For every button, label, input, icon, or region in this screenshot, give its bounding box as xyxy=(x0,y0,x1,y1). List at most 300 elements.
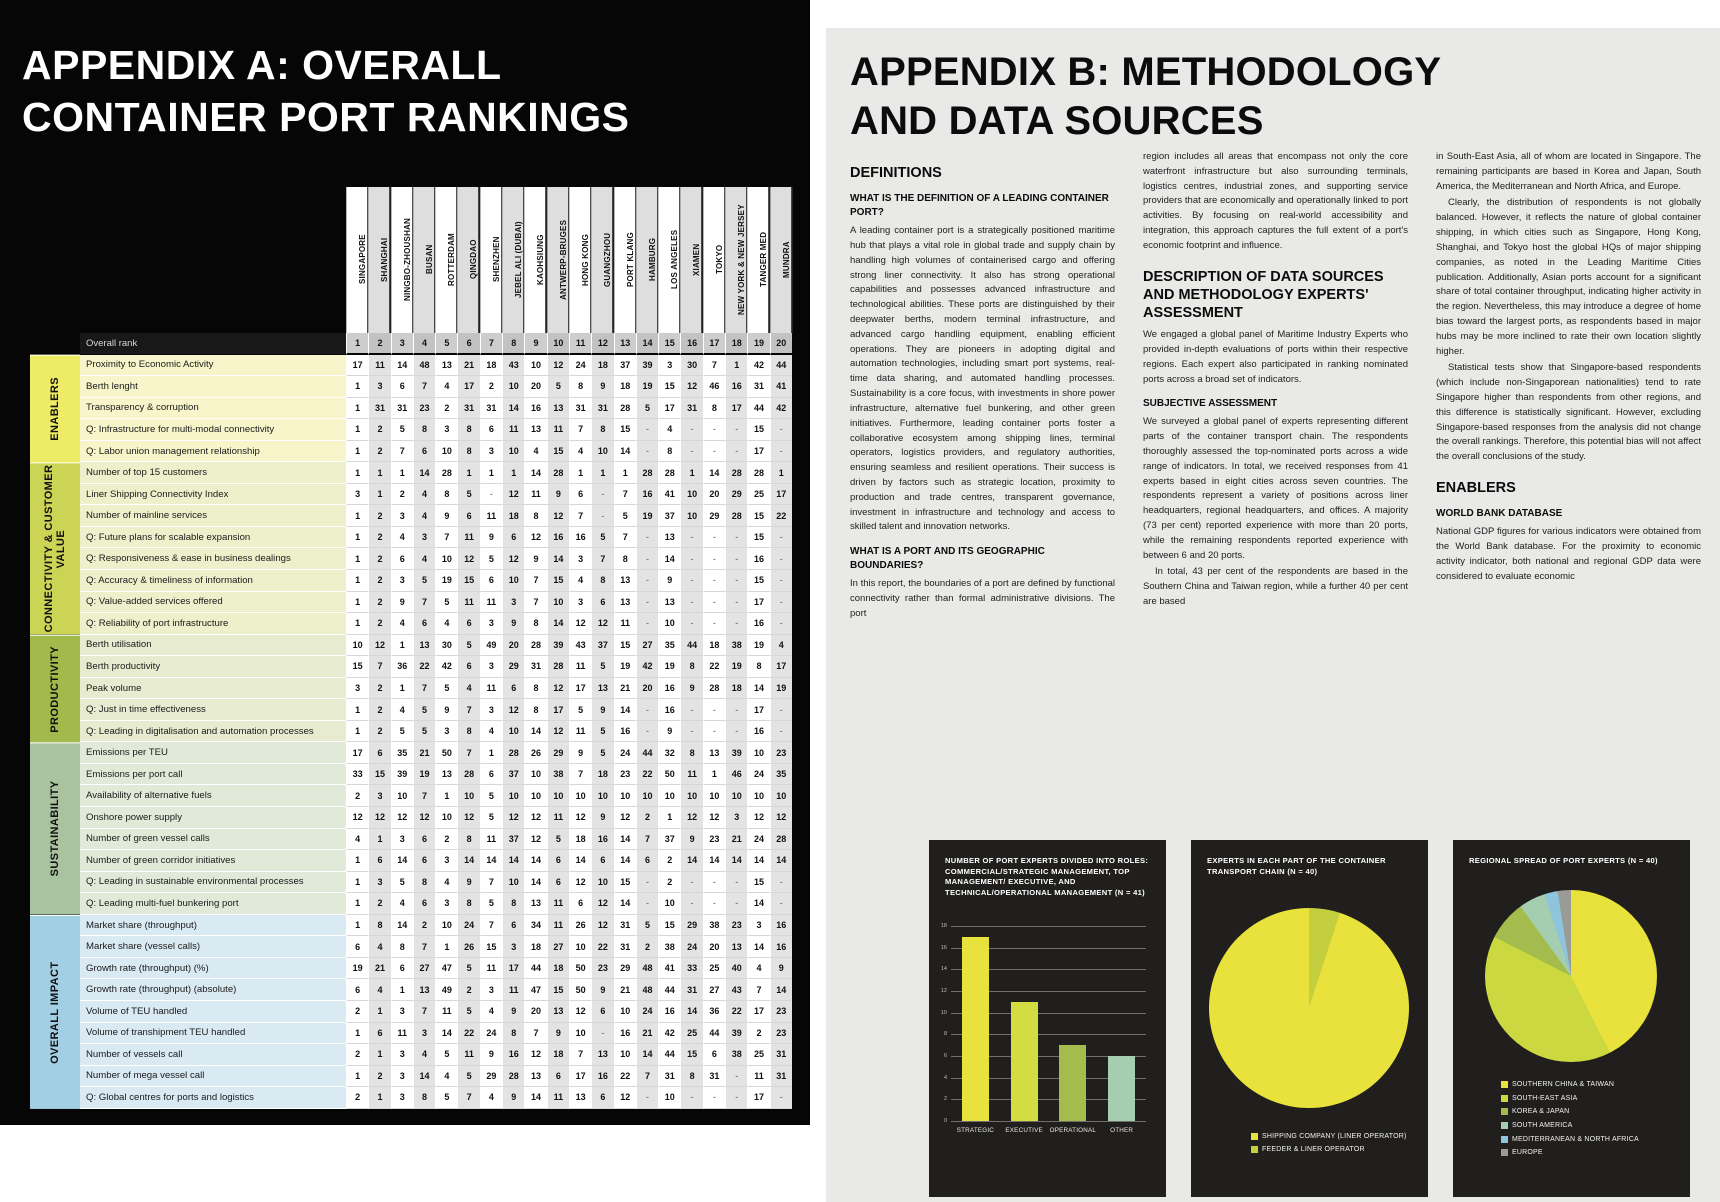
rank-cell: 50 xyxy=(658,764,680,786)
rank-cell: 46 xyxy=(703,376,725,398)
rank-cell: 12 xyxy=(346,807,368,829)
rank-cell: 14 xyxy=(547,613,569,635)
rank-cell: 12 xyxy=(569,613,591,635)
rank-cell: 6 xyxy=(480,764,502,786)
rank-cell: 3 xyxy=(346,678,368,700)
rank-cell: 7 xyxy=(636,829,658,851)
row-label: Q: Value-added services offered xyxy=(80,592,346,614)
rank-cell: 12 xyxy=(524,829,546,851)
rank-cell: 6 xyxy=(457,656,479,678)
row-label: Growth rate (throughput) (%) xyxy=(80,958,346,980)
rank-cell: 5 xyxy=(457,635,479,657)
y-axis-tick: 4 xyxy=(943,1074,947,1081)
rank-cell: 19 xyxy=(658,656,680,678)
x-axis-label: OPERATIONAL xyxy=(1049,1127,1097,1134)
port-column-header: HAMBURG xyxy=(636,187,658,333)
rank-cell: 37 xyxy=(502,764,524,786)
rank-cell: 29 xyxy=(502,656,524,678)
rank-cell: - xyxy=(636,419,658,441)
rank-cell: 8 xyxy=(569,376,591,398)
rank-cell: 10 xyxy=(680,505,702,527)
rank-cell: 8 xyxy=(435,484,457,506)
rank-cell: 2 xyxy=(346,785,368,807)
rank-cell: 12 xyxy=(591,893,613,915)
rank-cell: 13 xyxy=(658,592,680,614)
row-label: Market share (vessel calls) xyxy=(80,936,346,958)
overall-rank-value: 17 xyxy=(703,333,725,355)
rank-cell: - xyxy=(636,592,658,614)
legend-label: MEDITERRANEAN & NORTH AFRICA xyxy=(1512,1135,1639,1143)
rank-cell: 29 xyxy=(680,915,702,937)
rank-cell: 19 xyxy=(636,376,658,398)
section-heading: SUBJECTIVE ASSESSMENT xyxy=(1143,398,1278,410)
rank-cell: 18 xyxy=(614,376,636,398)
rank-cell: 10 xyxy=(524,355,546,377)
rank-cell: 8 xyxy=(747,656,769,678)
rank-cell: 1 xyxy=(346,570,368,592)
rank-cell: 8 xyxy=(524,699,546,721)
rank-cell: 5 xyxy=(614,505,636,527)
rank-cell: 14 xyxy=(391,850,413,872)
rank-cell: 14 xyxy=(502,850,524,872)
rank-cell: 7 xyxy=(480,872,502,894)
rank-cell: 2 xyxy=(368,678,390,700)
rank-cell: 6 xyxy=(413,441,435,463)
rank-cell: 17 xyxy=(658,398,680,420)
rank-cell: - xyxy=(680,1087,702,1109)
rank-cell: - xyxy=(680,699,702,721)
row-label: Berth lenght xyxy=(80,376,346,398)
rank-cell: 12 xyxy=(502,807,524,829)
rank-cell: 3 xyxy=(391,570,413,592)
rank-cell: 11 xyxy=(457,1044,479,1066)
section-heading: ENABLERS xyxy=(1436,480,1516,497)
rank-cell: 1 xyxy=(346,1066,368,1088)
rank-cell: 19 xyxy=(770,678,792,700)
rank-cell: - xyxy=(480,484,502,506)
rank-cell: 14 xyxy=(725,850,747,872)
rank-cell: 4 xyxy=(368,979,390,1001)
row-label: Availability of alternative fuels xyxy=(80,785,346,807)
rank-cell: 1 xyxy=(591,462,613,484)
appendix-b-page xyxy=(826,28,1720,1202)
row-label: Q: Infrastructure for multi-modal connectivity xyxy=(80,419,346,441)
rank-cell: 18 xyxy=(569,829,591,851)
row-label: Q: Reliability of port infrastructure xyxy=(80,613,346,635)
rank-cell: 2 xyxy=(747,1023,769,1045)
rank-cell: 14 xyxy=(413,462,435,484)
rank-cell: 23 xyxy=(703,829,725,851)
rank-cell: 27 xyxy=(547,936,569,958)
rank-cell: 5 xyxy=(591,656,613,678)
rank-cell: 11 xyxy=(569,656,591,678)
rank-cell: 14 xyxy=(680,1001,702,1023)
rank-cell: 14 xyxy=(413,1066,435,1088)
rank-cell: 12 xyxy=(747,807,769,829)
rank-cell: 29 xyxy=(614,958,636,980)
rank-cell: 15 xyxy=(747,872,769,894)
legend-label: SOUTH AMERICA xyxy=(1512,1121,1573,1129)
bar-strategic xyxy=(962,937,989,1121)
rank-cell: 42 xyxy=(435,656,457,678)
rank-cell: 9 xyxy=(591,807,613,829)
port-column-header: XIAMEN xyxy=(680,187,702,333)
rank-cell: 19 xyxy=(346,958,368,980)
rank-cell: 2 xyxy=(368,893,390,915)
legend-swatch xyxy=(1501,1149,1508,1156)
rank-cell: 8 xyxy=(591,570,613,592)
rank-cell: 22 xyxy=(413,656,435,678)
rank-cell: 2 xyxy=(413,915,435,937)
rank-cell: 10 xyxy=(658,1087,680,1109)
rank-cell: - xyxy=(725,872,747,894)
rank-cell: 2 xyxy=(435,829,457,851)
rank-cell: 10 xyxy=(614,1044,636,1066)
rank-cell: 10 xyxy=(346,635,368,657)
port-column-header: PORT KLANG xyxy=(614,187,636,333)
rank-cell: 17 xyxy=(457,376,479,398)
row-label: Emissions per port call xyxy=(80,764,346,786)
rank-cell: 6 xyxy=(502,527,524,549)
row-label: Q: Accuracy & timeliness of information xyxy=(80,570,346,592)
rank-cell: 3 xyxy=(480,613,502,635)
y-axis-tick: 8 xyxy=(943,1031,947,1038)
row-label: Number of mega vessel call xyxy=(80,1066,346,1088)
rank-cell: 16 xyxy=(591,1066,613,1088)
rank-cell: - xyxy=(703,699,725,721)
rank-cell: 6 xyxy=(391,548,413,570)
rank-cell: 16 xyxy=(614,1023,636,1045)
rank-cell: 31 xyxy=(368,398,390,420)
rank-cell: 14 xyxy=(770,850,792,872)
rank-cell: 7 xyxy=(569,505,591,527)
rank-cell: 5 xyxy=(480,893,502,915)
port-column-header: GUANGZHOU xyxy=(591,187,613,333)
rank-cell: - xyxy=(591,1023,613,1045)
rank-cell: 14 xyxy=(770,979,792,1001)
port-column-header: ROTTERDAM xyxy=(435,187,457,333)
body-paragraph: In total, 43 per cent of the respondents are based in the Southern China and Taiwan region, while a further 40 per cent are based xyxy=(1143,566,1408,608)
rank-cell: 1 xyxy=(368,462,390,484)
port-column-header: TANGER MED xyxy=(747,187,769,333)
overall-rank-value: 15 xyxy=(658,333,680,355)
rank-cell: 20 xyxy=(524,376,546,398)
rank-cell: 1 xyxy=(346,721,368,743)
pie2-chart xyxy=(1485,890,1657,1062)
rank-cell: 42 xyxy=(658,1023,680,1045)
rank-cell: 20 xyxy=(703,484,725,506)
rank-cell: 14 xyxy=(524,872,546,894)
rank-cell: 10 xyxy=(569,1023,591,1045)
bar-other xyxy=(1108,1056,1135,1121)
rank-cell: 5 xyxy=(591,742,613,764)
rank-cell: 6 xyxy=(502,915,524,937)
rank-cell: 14 xyxy=(524,721,546,743)
row-label: Q: Leading in sustainable environmental processes xyxy=(80,872,346,894)
rank-cell: 1 xyxy=(346,699,368,721)
rank-cell: 2 xyxy=(457,979,479,1001)
legend-label: EUROPE xyxy=(1512,1149,1543,1157)
rank-cell: - xyxy=(725,548,747,570)
rank-cell: 6 xyxy=(591,850,613,872)
rank-cell: 7 xyxy=(413,936,435,958)
rank-cell: - xyxy=(680,548,702,570)
rank-cell: 3 xyxy=(435,721,457,743)
rank-cell: 9 xyxy=(569,742,591,764)
rank-cell: - xyxy=(725,699,747,721)
rank-cell: 17 xyxy=(346,355,368,377)
rank-cell: 12 xyxy=(569,807,591,829)
rank-cell: 27 xyxy=(703,979,725,1001)
rank-cell: 12 xyxy=(569,872,591,894)
rank-cell: 1 xyxy=(680,462,702,484)
y-axis-tick: 16 xyxy=(940,944,947,951)
rank-cell: 3 xyxy=(502,592,524,614)
rank-cell: - xyxy=(725,893,747,915)
pie1-chart xyxy=(1209,908,1409,1108)
rank-cell: 7 xyxy=(457,1087,479,1109)
rank-cell: 5 xyxy=(591,721,613,743)
legend-label: FEEDER & LINER OPERATOR xyxy=(1262,1146,1365,1154)
rank-cell: 7 xyxy=(569,419,591,441)
rank-cell: 28 xyxy=(435,462,457,484)
legend-item xyxy=(1501,1146,1684,1160)
rank-cell: 28 xyxy=(770,829,792,851)
rank-cell: 15 xyxy=(614,872,636,894)
appendix-b-title xyxy=(850,48,1441,146)
rank-cell: 4 xyxy=(747,958,769,980)
rank-cell: 31 xyxy=(591,398,613,420)
rank-cell: 15 xyxy=(547,441,569,463)
text-column-2 xyxy=(1143,150,1408,612)
rank-cell: - xyxy=(703,419,725,441)
legend-item xyxy=(1251,1130,1418,1143)
section-heading: WHAT IS A PORT AND ITS GEOGRAPHIC BOUNDARIES? xyxy=(850,546,1045,572)
pie2-legend xyxy=(1501,1078,1684,1160)
rank-cell: 28 xyxy=(502,1066,524,1088)
rank-cell: - xyxy=(703,721,725,743)
rank-cell: 6 xyxy=(636,850,658,872)
rank-cell: 1 xyxy=(346,441,368,463)
rank-cell: - xyxy=(703,570,725,592)
rank-cell: 17 xyxy=(770,484,792,506)
bar-chart-plot xyxy=(940,923,1146,1134)
rank-cell: 11 xyxy=(680,764,702,786)
rank-cell: 24 xyxy=(636,1001,658,1023)
rank-cell: - xyxy=(636,613,658,635)
rank-cell: 10 xyxy=(658,785,680,807)
rank-cell: 3 xyxy=(413,527,435,549)
rank-cell: 28 xyxy=(747,462,769,484)
rank-cell: 2 xyxy=(368,1066,390,1088)
rank-cell: - xyxy=(636,699,658,721)
rank-cell: 8 xyxy=(413,1087,435,1109)
rank-cell: 7 xyxy=(435,527,457,549)
rank-cell: 17 xyxy=(502,958,524,980)
rank-cell: 21 xyxy=(368,958,390,980)
rank-cell: 6 xyxy=(547,1066,569,1088)
rank-cell: 12 xyxy=(524,807,546,829)
rank-cell: 31 xyxy=(680,979,702,1001)
rank-cell: 22 xyxy=(636,764,658,786)
rank-group-spacer xyxy=(30,333,80,355)
rank-cell: 15 xyxy=(547,979,569,1001)
rank-cell: 36 xyxy=(391,656,413,678)
body-paragraph: National GDP figures for various indicators were obtained from the World Bank database. For the proximity to economic activity indicator, both national and regional GDP data were considered to evaluate economic xyxy=(1436,526,1701,582)
legend-label: SHIPPING COMPANY (LINER OPERATOR) xyxy=(1262,1133,1407,1140)
rank-cell: - xyxy=(680,872,702,894)
rank-cell: 7 xyxy=(457,742,479,764)
rank-cell: 41 xyxy=(658,958,680,980)
x-axis-label: EXECUTIVE xyxy=(1005,1127,1043,1134)
rank-cell: 15 xyxy=(747,419,769,441)
rank-cell: 4 xyxy=(346,829,368,851)
rank-cell: 20 xyxy=(524,1001,546,1023)
y-axis-tick: 18 xyxy=(940,923,947,929)
rank-cell: 23 xyxy=(413,398,435,420)
rank-cell: 1 xyxy=(658,807,680,829)
rank-cell: 38 xyxy=(725,635,747,657)
port-column-header: KAOHSIUNG xyxy=(524,187,546,333)
overall-rank-value: 16 xyxy=(680,333,702,355)
rank-cell: 39 xyxy=(725,1023,747,1045)
rank-cell: 15 xyxy=(614,419,636,441)
rank-cell: 17 xyxy=(547,699,569,721)
rank-cell: 37 xyxy=(614,355,636,377)
rank-cell: - xyxy=(770,548,792,570)
rank-cell: 19 xyxy=(614,656,636,678)
port-column-header: QINGDAO xyxy=(457,187,479,333)
rank-cell: 1 xyxy=(346,915,368,937)
rank-cell: 5 xyxy=(435,592,457,614)
rank-cell: 3 xyxy=(391,505,413,527)
rank-cell: 8 xyxy=(457,893,479,915)
rank-cell: 4 xyxy=(480,1087,502,1109)
rank-cell: 30 xyxy=(680,355,702,377)
rank-cell: 2 xyxy=(368,527,390,549)
x-axis-label: STRATEGIC xyxy=(956,1127,995,1134)
rank-cell: 13 xyxy=(614,570,636,592)
rank-cell: 3 xyxy=(346,484,368,506)
row-label: Q: Global centres for ports and logistics xyxy=(80,1087,346,1109)
rank-cell: 44 xyxy=(680,635,702,657)
overall-rank-value: 13 xyxy=(614,333,636,355)
legend-item xyxy=(1501,1078,1684,1092)
overall-rank-value: 6 xyxy=(457,333,479,355)
rank-cell: 3 xyxy=(391,1001,413,1023)
rank-cell: 31 xyxy=(614,936,636,958)
rank-cell: 12 xyxy=(614,1087,636,1109)
appendix-b-title-line1: APPENDIX B: METHODOLOGY xyxy=(850,50,1442,94)
rank-cell: 5 xyxy=(547,829,569,851)
rank-cell: - xyxy=(725,1066,747,1088)
row-label: Berth utilisation xyxy=(80,635,346,657)
rank-cell: 3 xyxy=(569,592,591,614)
rank-cell: 3 xyxy=(480,441,502,463)
rank-cell: 31 xyxy=(770,1044,792,1066)
rank-cell: 10 xyxy=(680,484,702,506)
rank-cell: 22 xyxy=(614,1066,636,1088)
rank-cell: 29 xyxy=(547,742,569,764)
rank-cell: 12 xyxy=(591,613,613,635)
rank-cell: 20 xyxy=(636,678,658,700)
rank-cell: 17 xyxy=(747,699,769,721)
rank-cell: 9 xyxy=(680,678,702,700)
rank-cell: 5 xyxy=(457,1066,479,1088)
rank-cell: 6 xyxy=(457,613,479,635)
rank-cell: 2 xyxy=(435,398,457,420)
rank-cell: - xyxy=(770,1087,792,1109)
rank-cell: 4 xyxy=(658,419,680,441)
legend-item xyxy=(1501,1092,1684,1106)
row-label: Number of green vessel calls xyxy=(80,829,346,851)
rank-cell: 15 xyxy=(457,570,479,592)
rank-cell: 31 xyxy=(480,398,502,420)
rank-cell: 11 xyxy=(547,893,569,915)
pie-chart-panel-transport-chain xyxy=(1191,840,1428,1197)
rank-cell: 25 xyxy=(747,1044,769,1066)
rank-cell: - xyxy=(703,613,725,635)
rank-cell: 14 xyxy=(658,548,680,570)
rank-cell: 22 xyxy=(770,505,792,527)
rank-cell: 18 xyxy=(703,635,725,657)
rank-cell: 18 xyxy=(547,1044,569,1066)
rank-cell: 3 xyxy=(391,1087,413,1109)
rank-cell: 36 xyxy=(703,1001,725,1023)
rank-cell: 12 xyxy=(502,699,524,721)
rank-cell: 6 xyxy=(569,893,591,915)
rank-cell: 19 xyxy=(725,656,747,678)
rank-cell: 24 xyxy=(457,915,479,937)
rank-cell: 35 xyxy=(391,742,413,764)
rank-cell: 1 xyxy=(346,548,368,570)
rank-cell: 37 xyxy=(658,829,680,851)
rank-cell: 11 xyxy=(569,721,591,743)
rank-cell: 12 xyxy=(413,807,435,829)
legend-swatch xyxy=(1501,1081,1508,1088)
body-paragraph: Statistical tests show that Singapore-based respondents (which include non-Singaporean nationalities) tend to rate Singapore higher than respondents from other regions, and this difference is statistically significant. However, excluding Singapore-based responses from the analysis did not change the overall rankings. Therefore, this potential bias will not affect the overall conclusions of the study. xyxy=(1436,362,1701,463)
bar-chart-title: NUMBER OF PORT EXPERTS DIVIDED INTO ROLES: COMMERCIAL/STRATEGIC MANAGEMENT, TOP MANAGEMENT/ EXECUTIVE, AND TECHNICAL/OPERATIONAL MANAGEMENT (N = 41) xyxy=(945,856,1149,897)
rank-cell: 13 xyxy=(725,936,747,958)
rank-cell: 2 xyxy=(658,850,680,872)
rank-cell: 7 xyxy=(524,570,546,592)
rank-cell: 7 xyxy=(747,979,769,1001)
rank-cell: 46 xyxy=(725,764,747,786)
table-corner xyxy=(30,187,346,333)
rank-cell: 21 xyxy=(457,355,479,377)
row-label: Berth productivity xyxy=(80,656,346,678)
rank-cell: 10 xyxy=(591,872,613,894)
rank-cell: 1 xyxy=(368,829,390,851)
rank-cell: 29 xyxy=(703,505,725,527)
rank-cell: - xyxy=(725,1087,747,1109)
rank-cell: 1 xyxy=(368,1001,390,1023)
row-label: Emissions per TEU xyxy=(80,742,346,764)
rank-cell: 1 xyxy=(703,764,725,786)
rank-cell: 26 xyxy=(457,936,479,958)
overall-rank-value: 10 xyxy=(547,333,569,355)
rank-cell: 4 xyxy=(413,484,435,506)
rank-cell: 8 xyxy=(524,678,546,700)
section-heading: WORLD BANK DATABASE xyxy=(1436,508,1563,520)
rank-cell: 5 xyxy=(413,699,435,721)
group-label-productivity: PRODUCTIVITY xyxy=(30,635,80,743)
rank-cell: 8 xyxy=(524,505,546,527)
rank-cell: 5 xyxy=(391,721,413,743)
rank-cell: 1 xyxy=(346,592,368,614)
rank-cell: 1 xyxy=(346,613,368,635)
rank-cell: 28 xyxy=(614,398,636,420)
